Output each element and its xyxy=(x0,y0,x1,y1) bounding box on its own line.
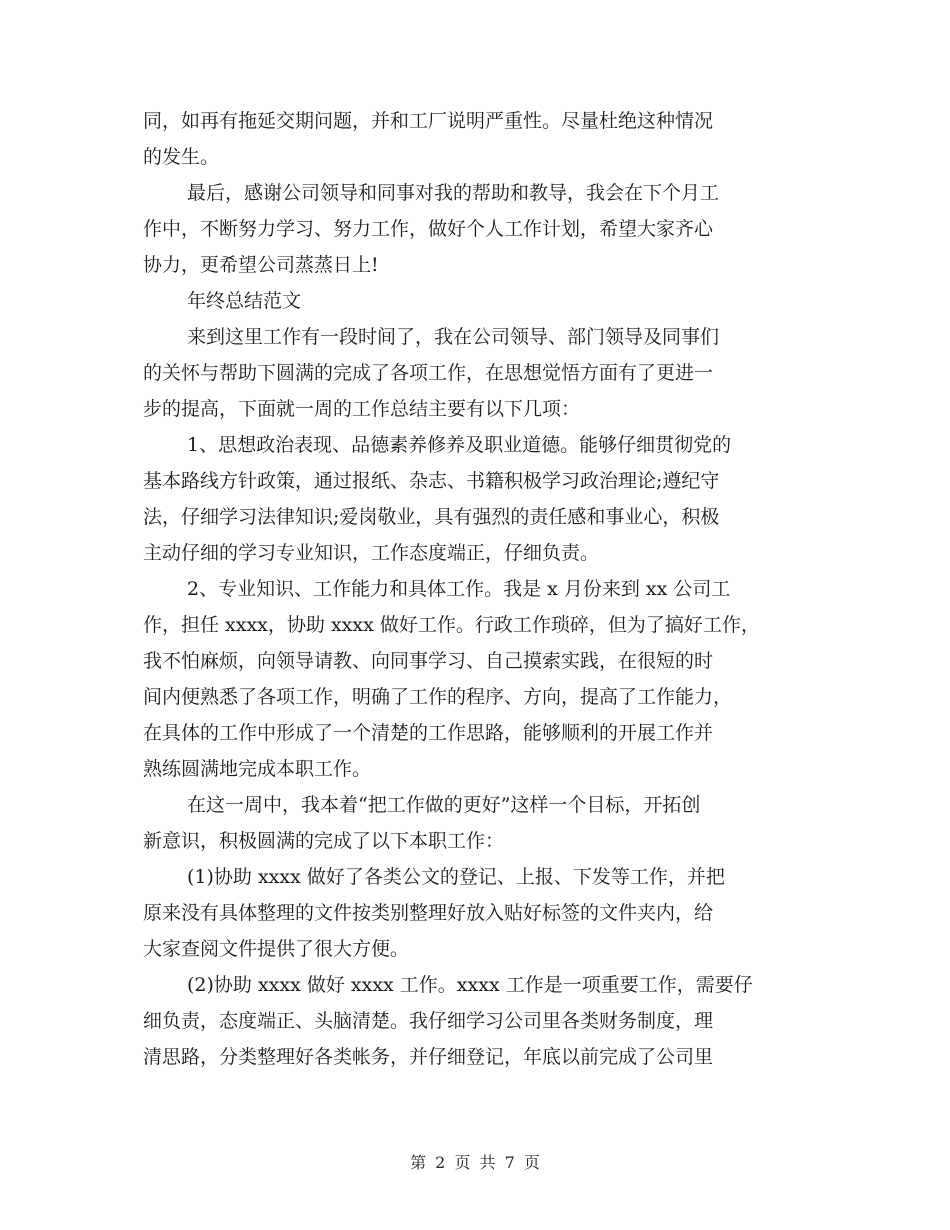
text-line: 在这一周中，我本着“把工作做的更好”这样一个目标，开拓创 xyxy=(187,794,701,816)
text-line: (2)协助 xxxx 做好 xxxx 工作。xxxx 工作是一项重要工作，需要仔 xyxy=(187,974,753,996)
text-line: 主动仔细的学习专业知识，工作态度端正，仔细负责。 xyxy=(143,542,600,564)
text-line: 年终总结范文 xyxy=(187,290,302,312)
text-line: 来到这里工作有一段时间了，我在公司领导、部门领导及同事们 xyxy=(187,326,720,348)
text-line: 同，如再有拖延交期问题，并和工厂说明严重性。尽量杜绝这种情况 xyxy=(143,110,714,132)
text-line: 清思路，分类整理好各类帐务，并仔细登记，年底以前完成了公司里 xyxy=(143,1046,714,1068)
text-line: 在具体的工作中形成了一个清楚的工作思路，能够顺利的开展工作并 xyxy=(143,722,714,744)
text-line: 1、思想政治表现、品德素养修养及职业道德。能够仔细贯彻党的 xyxy=(187,434,732,456)
text-line: 最后，感谢公司领导和同事对我的帮助和教导，我会在下个月工 xyxy=(187,182,720,204)
text-line: 2、专业知识、工作能力和具体工作。我是 x 月份来到 xx 公司工 xyxy=(187,578,731,600)
text-line: 熟练圆满地完成本职工作。 xyxy=(143,758,372,780)
text-line: 大家查阅文件提供了很大方便。 xyxy=(143,938,410,960)
text-line: 的发生。 xyxy=(143,146,220,168)
page-number-footer: 第 2 页 共 7 页 xyxy=(410,1153,540,1172)
document-body xyxy=(143,103,823,1075)
text-line: 原来没有具体整理的文件按类别整理好放入贴好标签的文件夹内，给 xyxy=(143,902,714,924)
text-line: 协力，更希望公司蒸蒸日上! xyxy=(143,254,379,276)
text-line: 新意识，积极圆满的完成了以下本职工作： xyxy=(143,830,505,852)
text-line: 细负责，态度端正、头脑清楚。我仔细学习公司里各类财务制度，理 xyxy=(143,1010,714,1032)
text-line: 的关怀与帮助下圆满的完成了各项工作，在思想觉悟方面有了更进一 xyxy=(143,362,714,384)
text-line: 间内便熟悉了各项工作，明确了工作的程序、方向，提高了工作能力， xyxy=(143,686,733,708)
text-line: (1)协助 xxxx 做好了各类公文的登记、上报、下发等工作，并把 xyxy=(187,866,725,888)
text-line: 我不怕麻烦，向领导请教、向同事学习、自己摸索实践，在很短的时 xyxy=(143,650,714,672)
text-line: 作中，不断努力学习、努力工作，做好个人工作计划，希望大家齐心 xyxy=(143,218,714,240)
text-line: 基本路线方针政策，通过报纸、杂志、书籍积极学习政治理论;遵纪守 xyxy=(143,470,720,492)
text-line: 步的提高，下面就一周的工作总结主要有以下几项： xyxy=(143,398,581,420)
text-line: 作，担任 xxxx，协助 xxxx 做好工作。行政工作琐碎，但为了搞好工作， xyxy=(143,614,760,636)
text-line: 法，仔细学习法律知识;爱岗敬业，具有强烈的责任感和事业心，积极 xyxy=(143,506,720,528)
